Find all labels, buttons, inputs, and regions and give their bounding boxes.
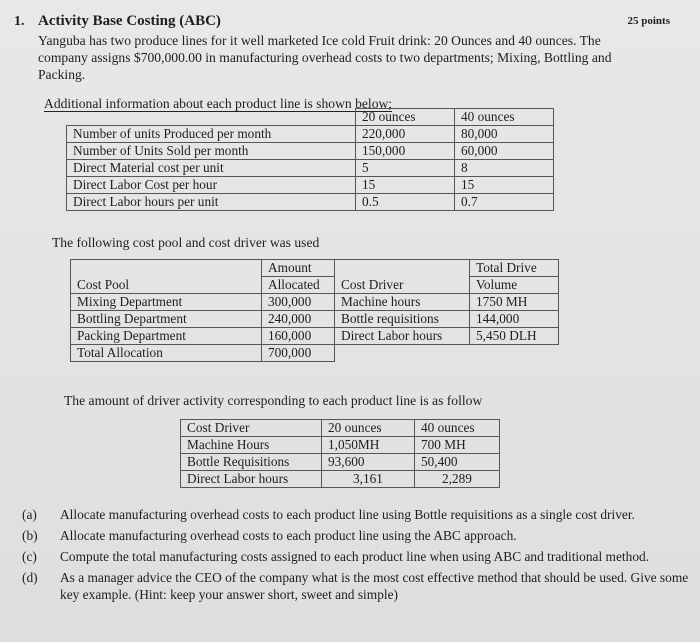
column-header: Allocated xyxy=(262,277,335,294)
column-header: Cost Driver xyxy=(335,260,470,294)
amount-value: 240,000 xyxy=(262,311,335,328)
question-part xyxy=(22,548,692,565)
amount-value: 300,000 xyxy=(262,294,335,311)
cost-pool-name: Total Allocation xyxy=(71,345,262,362)
part-label: (a) xyxy=(22,507,37,522)
column-header: Cost Pool xyxy=(71,260,262,294)
product-table-caption: Additional information about each product line is shown below; xyxy=(44,96,393,111)
table-row xyxy=(71,294,559,311)
table-header-row xyxy=(67,109,554,126)
cost-pool-name: Bottling Department xyxy=(71,311,262,328)
column-header: Cost Driver xyxy=(181,420,322,437)
question-parts xyxy=(22,506,692,607)
question-part xyxy=(22,506,692,523)
question-part xyxy=(22,569,692,603)
part-label: (c) xyxy=(22,549,37,564)
question-intro xyxy=(38,32,678,83)
cell-value: 80,000 xyxy=(455,126,554,143)
cell-value: 220,000 xyxy=(356,126,455,143)
question-number: 1. xyxy=(14,14,25,29)
table-row xyxy=(71,328,559,345)
row-label: Number of units Produced per month xyxy=(67,126,356,143)
cell-value: 93,600 xyxy=(322,454,415,471)
cost-pool-name: Packing Department xyxy=(71,328,262,345)
column-header: Total Drive xyxy=(470,260,559,277)
cell-value: 60,000 xyxy=(455,143,554,160)
cost-driver-name: Machine hours xyxy=(335,294,470,311)
empty-cell xyxy=(470,345,559,362)
column-header: 20 ounces xyxy=(356,109,455,126)
table-row xyxy=(67,177,554,194)
row-label: Direct Labor Cost per hour xyxy=(67,177,356,194)
table-header-row xyxy=(71,260,559,277)
cell-value: 150,000 xyxy=(356,143,455,160)
cell-value: 0.7 xyxy=(455,194,554,211)
empty-cell xyxy=(335,345,470,362)
table-corner xyxy=(67,109,356,126)
column-header: 40 ounces xyxy=(455,109,554,126)
cell-value: 5 xyxy=(356,160,455,177)
driver-name: Bottle Requisitions xyxy=(181,454,322,471)
part-text: Compute the total manufacturing costs assigned to each product line when using ABC and traditional method. xyxy=(60,549,650,564)
product-info-table xyxy=(66,108,554,211)
volume-value: 1750 MH xyxy=(470,294,559,311)
row-label: Direct Labor hours per unit xyxy=(67,194,356,211)
row-label: Direct Material cost per unit xyxy=(67,160,356,177)
table-row xyxy=(67,194,554,211)
volume-value: 5,450 DLH xyxy=(470,328,559,345)
cell-value: 50,400 xyxy=(415,454,500,471)
amount-value: 700,000 xyxy=(262,345,335,362)
column-header: Volume xyxy=(470,277,559,294)
cell-value: 15 xyxy=(356,177,455,194)
cell-value: 8 xyxy=(455,160,554,177)
part-label: (d) xyxy=(22,570,38,585)
cell-value: 0.5 xyxy=(356,194,455,211)
volume-value: 144,000 xyxy=(470,311,559,328)
driver-name: Machine Hours xyxy=(181,437,322,454)
cost-driver-name: Bottle requisitions xyxy=(335,311,470,328)
amount-value: 160,000 xyxy=(262,328,335,345)
intro-line-3: Packing. xyxy=(38,67,86,82)
driver-activity-table xyxy=(180,419,500,488)
driver-name: Direct Labor hours xyxy=(181,471,322,488)
cell-value: 15 xyxy=(455,177,554,194)
table-row xyxy=(181,437,500,454)
row-label: Number of Units Sold per month xyxy=(67,143,356,160)
table-row xyxy=(67,160,554,177)
column-header: 40 ounces xyxy=(415,420,500,437)
points-label: 25 points xyxy=(627,15,670,27)
question-title: Activity Base Costing (ABC) xyxy=(38,13,221,29)
column-header: Amount xyxy=(262,260,335,277)
cost-pool-name: Mixing Department xyxy=(71,294,262,311)
activity-caption: The amount of driver activity corresponding to each product line is as follow xyxy=(64,393,483,408)
cost-driver-name: Direct Labor hours xyxy=(335,328,470,345)
table-row xyxy=(71,345,559,362)
table-row xyxy=(71,311,559,328)
part-text: As a manager advice the CEO of the company what is the most cost effective method that should be used. Give some key example. (Hint: keep your answer short, sweet and simple) xyxy=(60,570,689,602)
question-part xyxy=(22,527,692,544)
cell-value: 1,050MH xyxy=(322,437,415,454)
part-text: Allocate manufacturing overhead costs to each product line using the ABC approach. xyxy=(60,528,517,543)
cell-value: 700 MH xyxy=(415,437,500,454)
cost-pool-table xyxy=(70,259,559,362)
intro-line-2: company assigns $700,000.00 in manufacturing overhead costs to two departments; Mixing, Bottling and xyxy=(38,50,612,65)
table-header-row xyxy=(181,420,500,437)
table-row xyxy=(67,143,554,160)
cell-value: 3,161 xyxy=(322,471,415,488)
part-label: (b) xyxy=(22,528,38,543)
cell-value: 2,289 xyxy=(415,471,500,488)
cost-pool-caption: The following cost pool and cost driver was used xyxy=(52,235,320,250)
intro-line-1: Yanguba has two produce lines for it well marketed Ice cold Fruit drink: 20 Ounces and 40 ounces. The xyxy=(38,33,601,48)
table-row xyxy=(181,471,500,488)
table-row xyxy=(67,126,554,143)
column-header: 20 ounces xyxy=(322,420,415,437)
table-row xyxy=(181,454,500,471)
part-text: Allocate manufacturing overhead costs to each product line using Bottle requisitions as a single cost driver. xyxy=(60,507,635,522)
